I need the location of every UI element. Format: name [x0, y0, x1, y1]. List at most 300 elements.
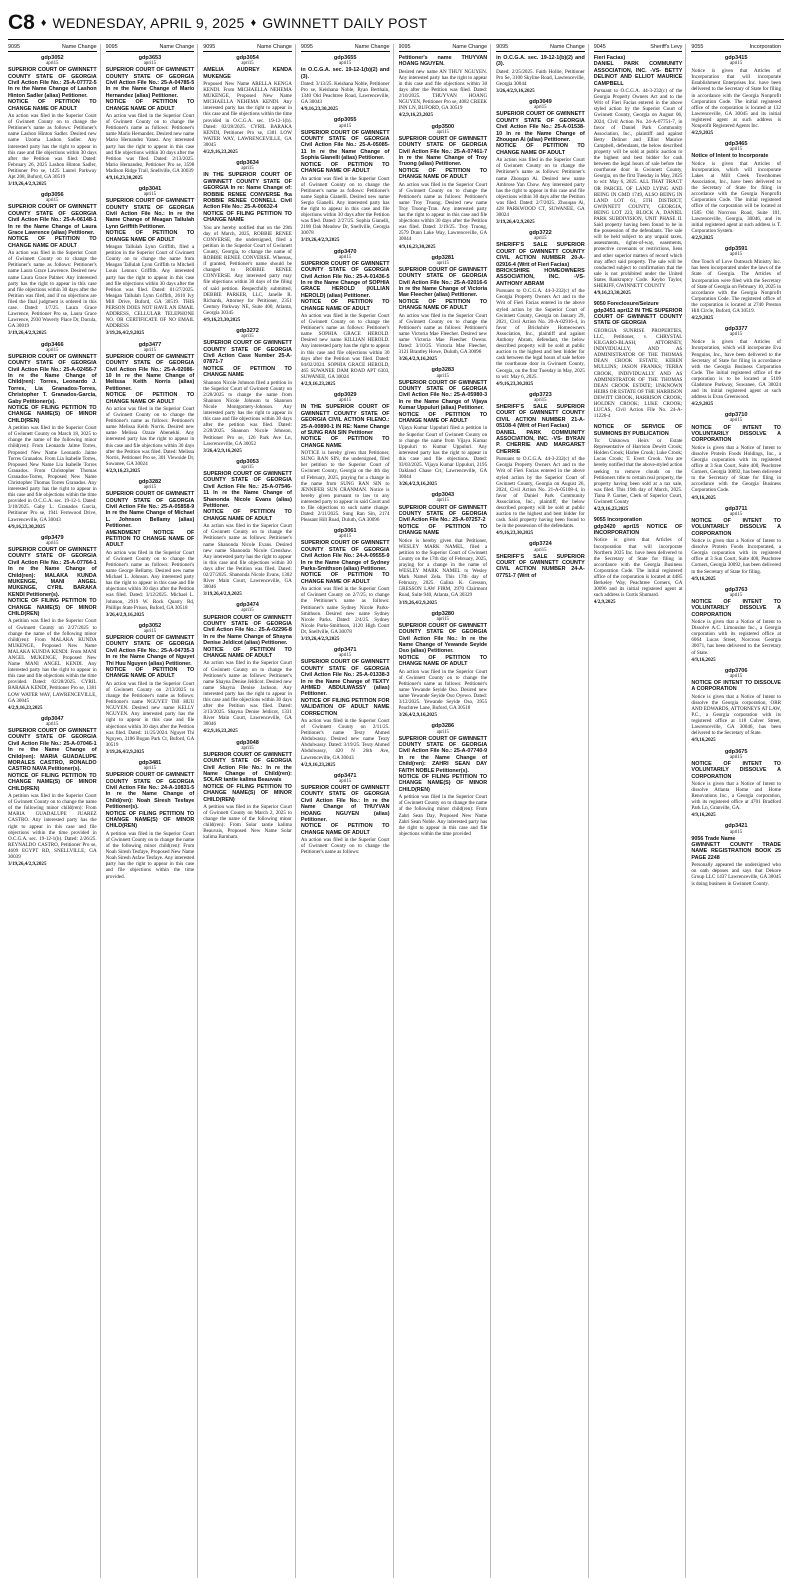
notice-heading: SUPERIOR COURT OF GWINNETT COUNTY STATE OF GEORGIA Civil Action File No.: 25-A-06148-1 In re the Name Change of Laura Grace Lawrence (alias) Petitioner. [8, 204, 97, 236]
category-code: 9095 [8, 44, 20, 50]
notice-run-code: apri15 [436, 129, 449, 135]
notice-run-dates: 4/2,9,16,23,2025 [8, 704, 43, 711]
legal-notice [691, 141, 781, 241]
notice-id: gdp3471 [333, 647, 357, 654]
category-code: 9095 [496, 44, 509, 50]
notice-title: NOTICE OF PETITION TO CHANGE NAME OF ADULT [105, 392, 195, 405]
notice-id: gdp3047 [40, 715, 64, 722]
legal-notice [399, 55, 488, 119]
notice-run-dates: 3/26,4/2,9,16,2025 [398, 712, 437, 719]
notice-heading: SUPERIOR COURT OF GWINNETT COUNTY STATE OF GEORGIA Civil Action Case Number 25-A-07871-7 [203, 340, 292, 366]
notice-title: NOTICE OF PETITION TO CHANGE NAME OF ADULT [203, 646, 292, 659]
notice-body: Notice is given that a Notice of Intent to dissolve the Georgia corporation, ORR AND EDWARDS, ATTORNEYS AT LAW, P.C., a Georgia corporation with its registered office at 118 Culver Street, Lawrenceville, GA 30046, has been delivered to the Secretary of State. [691, 693, 781, 737]
notice-id: gdp3675 [724, 748, 748, 755]
notice-run-dates: 3/26,4/2,9,16,2025 [203, 447, 242, 454]
legal-notice [203, 328, 292, 454]
notice-title: GWINNETT COUNTY TRADE NAME REGISTRATION BOOK 25 PAGE 2248 [691, 842, 781, 861]
notice-run-dates: 4/9,16,23,30,2025 [300, 106, 338, 113]
notice-heading: 9055 Incorporation [593, 517, 642, 524]
notice-run-code: apri15 [730, 511, 743, 517]
notice-body: Meagan Tallulah Lynn Griffith, filed a petition in the Superior Court of Gwinnett County on to change the name from Meagan Tallulah Lynn Griffith to Mitchell Louis Lennox Griffith. Any interested party has the right to appear in this case and file objections within 30 days after the Petition was filed. Dated: 01/27/2025. Meagan Tallulah Lynn Griffith, 2610 Ivy Mill Drive, Buford, GA 30519. THIS PERSON DOES NOT HAVE AN EMAIL ADDRESS, CELLULAR TELEPHONE NO. OR CERTIFICATE OF NO EMAIL ADDRESS [105, 244, 195, 330]
notice-run-dates: 3/19,26,4/2,9,2025 [496, 219, 535, 226]
notice-run-dates: 4/9,16,23,30,2025 [593, 290, 631, 297]
notice-column [301, 44, 394, 1578]
notice-body: Notice is given that Articles of Incorporation, which will incorporate Eva Penguins, Inc., have been delivered to the Secretary of State for filing in accordance with the Georgia Business Corporation Code. The initial registered office of the corporation is to be located at 5109 Gladstone Parkway, Suwanee, GA 30024 and its initial registered agent at such address is Evan Greenwood. [691, 339, 781, 401]
notice-title: NOTICE OF PETITION TO CHANGE NAME OF ADULT [496, 143, 585, 156]
notice-title: NOTICE OF PETITION TO CHANGE NAME OF ADULT [300, 823, 390, 836]
notice-title: NOTICE OF PETITION TO CHANGE NAME [203, 365, 292, 379]
notice-title: NOTICE OF PETITION TO CHANGE NAME OF ADULT [398, 654, 488, 668]
notice-title: NOTICE OF FILING PETITION TO CHANGE NAME(S) OF MINOR CHILD(REN) [398, 774, 488, 793]
legal-notice [203, 459, 292, 598]
notice-run-code: apri15 [241, 61, 254, 67]
notice-id: gdp3466 [40, 341, 64, 348]
notice-heading: SUPERIOR COURT OF GWINNETT COUNTY STATE OF GEORGIA Civil Action File No.: 25-A-01538-10 In re the Name Change of Zhouqan Ai (alias) Petitioner. [496, 111, 585, 143]
notice-run-code: apri15 [241, 166, 254, 172]
notice-run-code: apri15 [241, 608, 254, 614]
legal-notice [496, 541, 585, 579]
notice-heading: SUPERIOR COURT OF GWINNETT COUNTY STATE OF GEORGIA Civil Action File No.: 25-A-05980-3 In re the Name Change of Vijaya Kumar Uppuluri (alias) Petitioner. [398, 379, 488, 412]
notice-title: NOTICE OF PETITION TO CHANGE NAME OF ADULT [398, 298, 488, 312]
notice-column [8, 44, 101, 1578]
issue-date: WEDNESDAY, APRIL 9, 2025 [52, 14, 245, 31]
legal-notice [301, 773, 390, 856]
notice-body: An action was filed in the Superior Court of Gwinnett County on to change the Petitioner's name as follows: Petitioner's name Lashon Hinton Sadler. Desired new name Uzoma Lashon Sadler. Any interested party has the right to appear in this case and file objections within 30 days after the Petition was filed. Dated: February 26, 2025 Lashon Hinton Sadler, Petitioner Pro se, 1425 Laurel Parkway Apt 208, Buford, GA 30519 [8, 113, 97, 180]
category-label: Sheriff's Levy [650, 44, 683, 50]
notice-id: gdp3272 [236, 328, 259, 335]
legal-notice [106, 55, 195, 181]
notice-run-code: apri15 [339, 778, 352, 784]
notice-heading: SUPERIOR COURT OF GWINNETT COUNTY STATE OF GEORGIA Civil Action File No.: 25-A-07764-1 In re the Name Change of Child(ren): MALAKA KUNDA MUKENGE, MANI ANGEL MUKENGE, CYRIL BARAKA KENDI Petitioner(s). [8, 546, 97, 598]
notice-body: Notice is given that a Notice of Intent to Dissolve A.C. Limousine Inc., a Georgia corporation with its registered office at 6064 Lucas Street, Norcross Georgia 30071, has been delivered to the Secretary of State. [691, 619, 781, 656]
notice-run-dates: 4/9,16,23,30,2025 [8, 523, 46, 530]
notice-run-dates: 4/2,9,2025 [691, 401, 714, 408]
notice-run-code: apri15 [730, 829, 743, 835]
legal-notice [301, 392, 390, 523]
notice-run-dates: 4/2,9,16,23,2025 [105, 467, 141, 474]
notice-heading: SHERIFF'S SALE SUPERIOR COURT OF GWINNETT COUNTY CIVIL ACTION NUMBER 20-A-02916-4 (Writ of Fieri Facias) [496, 242, 585, 268]
notice-title: NOTICE OF FILING PETITION TO CHANGE NAME(S) OF MINOR CHILD(REN) [8, 598, 97, 617]
legal-notice [106, 186, 195, 336]
notice-run-code: apri15 [730, 592, 743, 598]
notice-heading: SUPERIOR COURT OF GWINNETT COUNTY STATE OF GEORGIA Civil Action File No.: 25-A-07046-1 In re the Name Change of Child(ren): MARIA GUADALUPE MORALES CASTRO, RONALDO CASTRO NAVA Petitioner(s). [8, 728, 97, 773]
category-label: Name Change [257, 44, 292, 50]
notice-column [594, 44, 687, 1578]
notice-title: DANIEL PARK COMMUNITY ASSOCIATION, INC. -VS- BYRAN P. CHERRIE AND MARGARET CHERRIE [496, 429, 585, 455]
legal-notice [106, 760, 195, 880]
category-code: 9095 [300, 44, 313, 50]
notice-heading: SUPERIOR COURT OF GWINNETT COUNTY STATE OF GEORGIA Civil Action File No.: 25-A-02016-6 In re the Name Change of Victoria Mae Fleecher (alias) Petitioner. [398, 266, 488, 299]
notice-body: Notice is hereby given that Petitioner, WESLEY MARK NAMEL, filed a petition to the Superior Court of Gwinnett County on the 17th day of February, 2025, praying for a change in the name of WESLEY MARK NAMEL to Wesley Mark Namel Zela. This 17th day of February, 2025. Galina K. Gresson, GRESSON LAW FIRM, 2970 Clairmont Road, Suite 940, Atlanta, GA 30329 [398, 537, 488, 599]
notice-body: Pursuant to O.C.G.A. 44-3-232(c) of the Georgia Property Owners Act and to the Writ of Fieri Facias entered in the above styled action by the Superior Court of Gwinnett County, Georgia on August 26, 2024, Civil Action No. 21-A-05108-4, in favor of Daniel Park Community Association, Inc., plaintiff, the below described property will be sold at public auction to the highest and best bidder for cash. Said property having been found to be in the possession of the defendants. [496, 456, 585, 530]
notice-id: gdp3763 [724, 586, 748, 593]
legal-notice [594, 301, 683, 419]
notice-id: gdp3043 [431, 492, 455, 499]
notice-heading: SUPERIOR COURT OF GWINNETT COUNTY STATE OF GEORGIA Civil Action File No.: 25-A-07546-11 In re the Name Change of Shanonda Nicole Evans (alias) Petitioner. [203, 471, 292, 510]
notice-heading: SUPERIOR COURT OF GWINNETT COUNTY STATE OF GEORGIA Civil Action File No.: 25-A-07461-7 In re the Name Change of Troy Truong (alias) Petitioner. [398, 135, 488, 168]
column-header [8, 44, 97, 52]
column-header [203, 44, 292, 52]
notice-run-code: apri15 [46, 721, 59, 727]
category-label: Name Change [452, 44, 488, 50]
notice-run-dates: 4/9,16,23,30,2025 [398, 243, 436, 250]
notice-run-code: apri15 [143, 766, 157, 772]
notice-heading: SUPERIOR COURT OF GWINNETT COUNTY STATE OF GEORGIA Civil Action File No.: 25-A-07772-5 In re the Name Change of Lashon Hinton Sadler (alias) Petitioner. [8, 67, 97, 99]
legal-notice [691, 412, 781, 500]
notice-run-dates: 3/19,26,4/2,9,2025 [105, 748, 145, 755]
notice-heading: IN THE SUPERIOR COURT OF GWINNETT COUNTY STATE OF GEORGIA CIVIL ACTION FILENO.: 25-A-00890-1 IN RE: Name Change of SUNG RAN SIN Petitioner [300, 404, 390, 436]
legal-notice [203, 55, 292, 155]
legal-notice [301, 117, 390, 243]
notice-id: gdp3723 [529, 391, 552, 398]
notice-run-code: apri15 [730, 754, 743, 760]
notice-id: gdp3710 [724, 412, 748, 419]
notice-body: To: Unknown Heirs or Estate Representative of Harrison Dewitt Crook; Holden Crook; Harlee Crook; Luke Crook; Lucas Crook; T. Evert Crook. You are hereby notified that the above-styled action seeking to remove clouds on the Petitioners title to certain real property, the property having been sold at a tax sale, was filed. This 19th day of March, 2025. Tiana P. Garner, Clerk of Superior Court, Gwinnett County [593, 438, 683, 505]
category-code: 9095 [398, 44, 411, 50]
notice-body: Dated: 2/25/2025. Faith Hollie, Petitioner Pro Se, 3100 Skyline Road, Lawrenceville, Georgia 30044 [496, 68, 585, 87]
notice-id: gdp3282 [138, 478, 162, 485]
legal-notice [399, 367, 488, 487]
notice-body: Vijaya Kumar Uppuluri filed a petition in the Superior Court of Gwinnett County on to change the name from Vijaya Kumar Uppuluri to Kumar Uppuluri. Any interested party has the right to appear in this case and file objections. Dated: 03/03/2025. Vijaya Kumar Uppuluri, 2195 Oakland Chase Crt, Lawrenceville, GA 30044 [398, 425, 488, 481]
notice-run-dates: 4/9,16,2025 [691, 575, 716, 582]
notice-id: gdp3280 [431, 610, 455, 617]
category-code: 9095 [105, 44, 118, 50]
legal-notice [691, 823, 781, 886]
notice-run-code: apri15 [46, 198, 59, 204]
category-code: 9045 [593, 44, 606, 50]
notice-run-code: apri15 [46, 347, 59, 353]
notice-title: DANIEL PARK COMMUNITY ASSOCIATION, INC. -VS- BETTY DELINOT AND ELLIOT MAURICE CAMPBELL [593, 61, 683, 87]
notice-title: NOTICE OF INTENT TO DISSOLVE A CORPORATION [691, 679, 781, 693]
notice-title: NOTICE OF INTENT TO VOLUNTARILY DISSOLVE A CORPORATION [691, 517, 781, 537]
notice-run-code: apri15 [534, 105, 547, 111]
notice-run-code: apri15 [143, 485, 157, 491]
legal-notice [8, 716, 97, 867]
notice-body: An action was filed in the Superior Court of Gwinnett County on to change the Petitioner's name as follows: Petitioner's name Yewande Seyide Oso. Desired new name Yewande Seyide Oso Oyewo. Dated: 3/12/2025. Yewande Seyide Oso, 3955 Peachtree Lane, Buford, GA 30518 [398, 668, 488, 712]
notice-heading: SUPERIOR COURT OF GWINNETT COUNTY STATE OF GEORGIA Civil Action File No.: 25-A-02456-7 In re the Name Change of Child(ren): Torres, Leonardo J. Torres, Lia Granados-Torres, Christopher T. Granados-Garcia, Gaby Petitioner(s). [8, 353, 97, 405]
notice-body: Pursuant to O.C.G.A. 44-3-232(c) of the Georgia Property Owners Act and to the Writ of Fieri Facias entered in the above styled action by the Superior Court of Gwinnett County, Georgia on August 06, 2024, Civil Action No. 24-A-07751-7, in favor of Daniel Park Community Association, Inc., plaintiff and against Betty Delinot and Elliot Maurice Campbell, defendants, the below described property will be sold at public auction to the highest and best bidder for cash between the legal hours of sale before the courthouse door in Gwinnett County, Georgia, on the first Tuesday in May, 2025 to wit: May 6, 2025. ALL THAT TRACT OR PARCEL OF LAND LYING AND BEING IN GMD 1749, ALSO BEING IN LAND LOT 61, 5TH DISTRICT, GWINNETT COUNTY, GEORGIA, BEING LOT 223, BLOCK A, DANIEL PARK SUBDIVISION, UNIT PHASE II. Said property having been found to be in the possession of the defendants. The sale will be held subject to any unpaid taxes, assessments, rights-of-way, easements, protective covenants or restrictions, liens and other superior matters of record which may affect said property. The sale will be conducted subject to confirmation that the sale is not prohibited under the United States Bankruptcy Code. Keybo Taylor, SHERIFF, GWINNETT COUNTY [593, 88, 683, 290]
column-header [301, 44, 390, 52]
notice-body: An action was filed in the Superior Court of Gwinnett County on 2/11/25. Petitioner's name Texty Ahmed Abdulwassy. Desired new name Texty Abdulwassy. Dated: 3/19/25. Texty Ahmed Abdulwassy, 420 N 26th Ave, Lawrenceville, GA 30043 [300, 717, 390, 761]
legal-notice [106, 623, 195, 755]
category-label: Incorporation [749, 44, 781, 50]
notice-id: gdp3465 [724, 141, 748, 148]
page-number: C8 [8, 10, 35, 34]
notice-title: NOTICE OF PETITION TO CHANGE NAME OF ADULT [300, 572, 390, 585]
notice-id: gdp3477 [138, 341, 162, 348]
notice-title: NOTICE OF PETITION TO CHANGE NAME [300, 436, 390, 449]
notice-run-code: apri15 [534, 547, 547, 553]
legal-notice [399, 492, 488, 605]
notice-run-code: apri15 [339, 123, 352, 129]
notice-id: gdp3481 [138, 760, 162, 766]
notice-run-dates: 4/2,9,16,23,2025 [300, 381, 336, 387]
notice-id: gdp3041 [138, 186, 162, 193]
notice-id: gdp3471 [333, 772, 357, 779]
notice-id: gdp3500 [431, 123, 455, 130]
notice-body: An action was filed in the Superior Court of Gwinnett County on to change the Petitioner's name as follows: Petitioner's name Victoria Mae Fleecher. Desired new name Victoria Mae Fleecher Owens. Dated: 3/10/25. Victoria Mae Fleecher, 3121 Brantley Howe, Duluth, GA 30096 [398, 312, 488, 356]
notice-body: An action was filed in the Superior Court of Gwinnett County on to change the Petitioner's name as follows: Petitioner's name Zhouqan Ai. Desired new name Ambrose Yan Chow. Any interested party has the right to appear in this case and file objections within 30 days after the Petition was filed. Dated: 2/7/2025. Zhouqan Ai, 428 PARKWOOD CT, SUWANEE, GA 30024 [496, 157, 585, 219]
notice-body: NOTICE is hereby given that Petitioner, SUNG RAN SIN, the undersigned, filed her petition to the Superior Court of Gwinnett County, Georgia on the 4th day of February, 2025, praying for a change in the name from SUNG RAN SIN to JENNIFER SUN CRANMAN. Notice is hereby given pursuant to law to any interested party to appear in said Court and to file objections to such name change. Dated: 2/11/2025. Sung Ran Sin, 2174 Pleasant Hill Road, Duluth, GA 30096 [300, 450, 390, 524]
notice-run-code: apri15 [730, 147, 743, 153]
notice-heading: SHERIFF'S SALE SUPERIOR COURT OF GWINNETT COUNTY CIVIL ACTION NUMBER 24-A-07751-7 (Writ of [496, 553, 585, 579]
notice-run-dates: 3/26,4/2,9,16,2025 [398, 481, 437, 488]
notice-id: gdp3706 [724, 667, 748, 674]
notice-heading: SUPERIOR COURT OF GWINNETT COUNTY STATE OF GEORGIA Civil Action File No.: In re the Name Change of Child(ren): SOLAR tantie kalima Beauvais [203, 751, 292, 784]
notice-title: NOTICE OF INTENT TO VOLUNTARILY DISSOLVE A CORPORATION [691, 760, 781, 780]
notice-id: gdp3421 [724, 823, 748, 830]
notice-run-code: apri15 [339, 534, 352, 540]
notice-heading: 9056 Trade Name [691, 835, 736, 842]
notice-run-dates: 3/26,4/2,9,16,2025 [496, 88, 535, 95]
notice-run-dates: 3/19,26,4/2,9,2025 [398, 599, 437, 606]
notice-title: NOTICE OF FILING PETITION TO CHANGE NAME(S) OF MINOR CHILD(REN) [203, 783, 292, 803]
notice-id: gdp3052 [40, 55, 64, 61]
notice-id: gdp3724 [529, 541, 552, 548]
legal-notice [106, 479, 195, 618]
notice-body: An action was filed in the Superior Court of Gwinnett County on to change the Petitioner's name as follows: Petitioner's name Melissa Keith Norris. Desired new name Melissa Ozaze Abenekhi. Any interested party has the right to appear in this case and file objections within 30 days after the Petition was filed. Dated: Melissa Norris, Petitioner Pro se, 301 Viewside Dr, Suwanee, GA 30024 [105, 405, 195, 467]
notice-run-code: apri15 [730, 252, 743, 258]
column-header [399, 44, 488, 52]
notice-run-dates: 3/26,4/2,9,16,2025 [105, 611, 145, 618]
notice-run-code: apri15 [730, 673, 743, 679]
legal-notice [8, 192, 97, 336]
notice-id: gdp3655 [333, 55, 357, 61]
notice-run-code: apri15 [143, 628, 157, 634]
legal-notice [691, 506, 781, 582]
notice-run-dates: 4/9,16,23,30,2025 [203, 316, 241, 323]
notice-heading: Fieri Facias) [593, 55, 626, 61]
notice-id: gdp3055 [333, 117, 357, 124]
notice-title: gdp3420 apri15 NOTICE OF INCORPORATION [593, 523, 683, 536]
category-code: 9095 [203, 44, 216, 50]
notice-body: A petition was filed in the Superior Court of Gwinnett County on 2/27/2025 to change the name of the following minor child(ren): From MALAKA KUNDA MUKENGE, Proposed New Name MALAKA KUNDA KENDI. From MANI ANGEL MUKENGE, Proposed New Name MANI ANGEL KENDI. Any interested party has the right to appear in this case and file objections within the time provided. Dated: 02/28/2025. CYRIL BARAKA KENDI, Petitioner Pro se, 1381 LOW WATER WAY, LAWRENCEVILLE, GA 30045 [8, 618, 97, 704]
column-header [594, 44, 683, 52]
notice-run-code: apri15 [534, 236, 547, 242]
notice-run-code: apri15 [143, 192, 157, 198]
notice-body: A petition was filed in the Superior Court of Gwinnett County on March 2, 2025 to change the name of the following minor child(ren): From Solar tantie kalima Beauvais, Proposed New Name Solar kalima Barnham. [203, 803, 292, 841]
legal-notice [691, 668, 781, 744]
masthead [8, 6, 784, 40]
notice-body: Pursuant to O.C.G.A. 44-3-232(c) of the Georgia Property Owners Act and to the Writ of Fieri Facias entered in the above styled action by the Superior Court of Gwinnett County, Georgia on January 29, 2021, Civil Action No. 20-A-02916-4, in favor of Brickshire Homeowners Association, Inc., plaintiff and against Anthony Abram, defendant, the below described property will be sold at public auction to the highest and best bidder for cash between the legal hours of sale before the courthouse door in Gwinnett County, Georgia, on the first Tuesday in May, 2025 to wit: May 6, 2025. [496, 288, 585, 380]
notice-id: gdp3479 [40, 534, 64, 541]
legal-notice [203, 160, 292, 323]
notice-heading: SHERIFF'S SALE SUPERIOR COURT OF GWINNETT COUNTY CIVIL ACTION NUMBER 21-A-05108-4 (Writ of Fieri Facias) [496, 403, 585, 430]
legal-notice [301, 55, 390, 112]
legal-notice [594, 55, 683, 296]
notice-id: gdp3029 [333, 392, 357, 399]
notice-run-code: apri15 [730, 61, 743, 67]
notice-run-dates: 4/2,9,2025 [691, 130, 714, 137]
notice-run-code: apri15 [143, 347, 157, 353]
notice-column [496, 44, 589, 1578]
notice-id: gdp3377 [724, 326, 748, 333]
notice-title: NOTICE OF INTENT TO VOLUNTARILY DISSOLVE A CORPORATION [691, 598, 781, 618]
notice-body: An action was filed in the Superior Court of Gwinnett County on to change the Petitioner's name as follows: Petitioner's name Sophia Gianelli. Desired new name Sergio Gianelli. Any interested party has the right to appear in this case and file objections within 30 days after the Petition was filed. Dated: 2/27/25. Sophia Gianelli, 2180 Oak Meadow Dr, Snellville, Georgia 30078 [300, 175, 390, 237]
notice-title: NOTICE OF PETITION TO CHANGE NAME OF ADULT [8, 236, 97, 249]
notice-run-code: apri15 [241, 745, 254, 751]
notice-heading: 9050 Foreclosure/Seizure [593, 301, 659, 308]
notice-body: A petition was filed in the Superior Court of Gwinnett County on to change the name of the following minor child(ren): From Zahri Sean Day, Proposed New Name Zahri Sean Noble. Any interested party has the right to appear in this case and file objections within the time provided [398, 794, 488, 837]
notice-title: BRICKSHIRE HOMEOWNERS ASSOCIATION, INC. -VS- ANTHONY ABRAM [496, 268, 585, 287]
notice-title: NOTICE OF PETITION TO CHANGE NAME OF ADULT [203, 509, 292, 522]
notice-run-dates: 3/19,26,4/2,9,2025 [300, 636, 340, 643]
notice-heading: NOTICE OF SERVICE OF SUMMONS BY PUBLICATION [593, 424, 683, 437]
category-label: Name Change [159, 44, 195, 50]
notice-run-code: apri15 [436, 729, 449, 735]
notice-run-code: apri15 [436, 373, 449, 379]
category-code: 9055 [691, 44, 704, 50]
notice-run-code: apri15 [730, 332, 743, 338]
notice-heading: AMELIA AUDREY KENDA MUKENGE [203, 67, 292, 80]
notice-heading: SUPERIOR COURT OF GWINNETT COUNTY STATE OF GEORGIA Civil Action File No.: 25-A-05858-9 In re the Name Change of Michael L. Johnson Bellamy (alias) Petitioner. [105, 491, 195, 530]
notice-title: NOTICE OF PETITION TO CHANGE NAME OF ADULT [300, 161, 390, 175]
legal-notice [496, 230, 585, 387]
notice-run-dates: 4/9,16,23,30,2025 [105, 174, 143, 181]
notice-body: A petition was filed in the Superior Court of Gwinnett County on to change the name of the following minor child(ren): From MARIA GUADALUPE JUAREZ CASTRO. Any interested party has the right to appear in this case and file objections within the time provided in O.C.G.A. sec. 19-12-1(b). Dated: 2/26/25. REYNALDO CASTRO, Petitioner Pro se, 4609 EGYPT RD, SNELLVILLE, GA 30039 [8, 793, 97, 860]
notice-body: Notice is given that a Notice of Intent to dissolve Atlanta Home and Home Renovations Inc., a Georgia corporation, with its registered office at 4701 Bradford Park Ln, Granville, GA. [691, 780, 781, 812]
notice-body: An action was filed in the Superior Court of Gwinnett County on to change the Petitioner's name as follows: Petitioner's name Shayna Denise Jeldicot. Desired new name Shayna Denise Jackson. Any interested party has the right to appear in this case and file objections within 30 days after the Petition was filed. Dated: 3/13/2025. Shayna Denise Jeldicot, 1331 River Main Court, Lawrenceville, GA 30046 [203, 660, 292, 728]
notice-body: Notice is given that Articles of Incorporation, which will incorporate Lakes at Mill Creek Townhomes Association, Inc., have been delivered to the Secretary of State for filing in accordance with the Georgia Nonprofit Corporation Code. The initial registered office of the corporation will be located at 1585 Old Norcross Road, Suite 101, Lawrenceville, Georgia, 30046, and its initial registered agent at such address is T. Corporation System. [691, 160, 781, 234]
notice-run-code: apri15 [241, 464, 254, 470]
notice-title: NOTICE OF FILING PETITION TO CHANGE NAME(S) OF MINOR CHILD(REN) [8, 404, 97, 424]
notice-heading: in O.C.G.A. sec. 19-12-1(b)(2) and (3). [300, 67, 390, 80]
legal-notice [8, 535, 97, 711]
notice-run-code: apri15 [46, 61, 59, 67]
notice-run-code: apri15 [339, 254, 352, 260]
legal-notice [399, 611, 488, 719]
notice-run-dates: 4/9,16,23,30,2025 [496, 380, 534, 387]
notice-body: A petition was filed in the Superior Court of Gwinnett County on March 18, 2025 to change the name of the following minor child(ren): From Leonardo Jaime Torres, Proposed New Name Leonardo Jaime Torres Granados. From Lia Isabelle Torres, Proposed New Name Lia Isabelle Torres Granados. From Christopher Thomas Granados-Torres, Proposed New Name Christopher Thomas Torres Granados. Any interested party has the right to appear in this case and file objections within the time provided in O.C.G.A. sec. 19-12-1. Dated: 3/18/2025. Gaby L. Granados Garcia, Petitioner Pro se, 1941 Fernwood Drive, Lawrenceville, GA 30043 [8, 425, 97, 523]
notice-column [399, 44, 492, 1578]
notice-id: gdp3722 [529, 230, 552, 237]
legal-notice [496, 55, 585, 94]
legal-notice [301, 647, 390, 768]
legal-notice [496, 392, 585, 537]
notice-heading: Petitioner's name THUYVAN HOANG NGUYEN. [398, 55, 488, 68]
legal-notice [399, 255, 488, 363]
category-label: Name Change [549, 44, 585, 50]
notice-heading: SUPERIOR COURT OF GWINNETT COUNTY STATE OF GEORGIA Civil Action File No.: In re the Name Change of THUYVAN HOANG NGUYEN (alias) Petitioner. [300, 784, 390, 823]
notice-id: gdp3653 [138, 55, 162, 61]
notice-body: Notice is given that Articles of Incorporation that will incorporate Northern 2025 Inc. have been delivered to the Secretary of State for filing in accordance with the Georgia Business Corporation Code. The initial registered office of the corporation is located at 4485 Berkeley Way, Peachtree Corners, GA 30096 and its initial registered agent at such address is Curtis Shumard. [593, 537, 683, 599]
notice-title: NOTICE OF PETITION TO CHANGE NAME OF ADULT [300, 299, 390, 312]
notice-title: Notice of Intent to Incorporate [691, 153, 769, 160]
notice-body: A petition was filed in the Superior Court of Gwinnett County on to change the name of the following minor child(ren): From Noah Siresh Tesfaye, Proposed New Name Noah Siresh Asfaw Tesfaye. Any interested party has the right to appear in this case and file objections within the time provided. [105, 830, 195, 880]
notice-heading: SUPERIOR COURT OF GWINNETT COUNTY STATE OF GEORGIA Civil Action File No.: In re the Name Change of Meagan Tallulah Lynn Griffith Petitioner. [105, 198, 195, 230]
notice-body: An action was filed in the Superior Court of Gwinnett County on to change the Petitioner's name as follows: Petitioner's name Mario Hernandez. Desired new name Mario Hernandez Yanez. Any interested party has the right to appear in this case and file objections within 30 days after the Petition was filed. Dated: 2/13/2025. Mario Hernandez, Petitioner Pro se, 3598 Madison Ridge Trail, Snellville, GA 30039 [105, 113, 195, 174]
legal-notice [691, 326, 781, 407]
notice-id: gdp3470 [333, 248, 357, 255]
legal-notice [399, 124, 488, 250]
column-header [106, 44, 195, 52]
legal-notice [496, 99, 585, 225]
notice-heading: SUPERIOR COURT OF GWINNETT COUNTY STATE OF GEORGIA Civil Action File No.: 25-A-04735-3 In re the Name Change of Nguyet Thi Huu Nguyen (alias) Petitioner. [105, 635, 195, 667]
notice-run-code: apri15 [339, 653, 352, 659]
notice-heading: SUPERIOR COURT OF GWINNETT COUNTY STATE OF GEORGIA Civil Action File No.: 24-A-09555-9 In re the Name Change of Sydney Parks-Smithson (alias) Petitioner. [300, 540, 390, 573]
notice-body: Dated: 3/13/25. Keishana Noble, Petitioner Pro se, Keishana Noble, Ryan Berthain, 1340 Old Peachtree Road, Lawrenceville, GA 30043 [300, 81, 390, 106]
notice-column [691, 44, 784, 1578]
notice-run-code: apri15 [436, 616, 449, 622]
notice-id: gdp3474 [236, 602, 259, 609]
notice-run-dates: 4/2,9,16,23,2025 [300, 761, 336, 768]
notice-title: NOTICE OF PETITION TO CHANGE NAME OF ADULT [8, 99, 97, 112]
notice-run-code: apri15 [143, 61, 157, 67]
notice-body: GEORGIA SUNRISE PROPERTIES, LLC, Petitioner, v. CHRYSTAL KILGARO-BLASH, ATTORNEY, INDIVIDUALLY, AND AS ADMINISTRATOR OF THE THOMAS DEAN CROOK ESTATE; KEREN MULLINS; JASON FRANKS; TERRA CROOK, INDIVIDUALLY AND AS ADMINISTRATOR OF THE THOMAS DEAN CROOK ESTATE; UNKNOWN HEIRS OR ESTATE OF THE HARRISON DEWITT CROOK, HARRISON CROOK; HOLDEN CROOK; LUKE CROOK; LUCAS, Civil Action File No. 24-A-11226-4 [593, 327, 683, 420]
notice-title: AMENDMENT NOTICE OF PETITION TO CHANGE NAME OF ADULT [105, 529, 195, 549]
notice-id: gdp3415 [724, 55, 748, 61]
notice-title: NOTICE OF PETITION TO CHANGE NAME OF ADULT [398, 411, 488, 425]
diamond-separator: ♦ [40, 16, 47, 29]
notice-title: NOTICE OF PETITION TO CHANGE NAME OF ADULT [105, 99, 195, 112]
legal-notice [106, 342, 195, 474]
notice-id: gdp3054 [236, 55, 259, 61]
notice-body: Personally appeared the undersigned who on oath deposes and says that Dekore Group LLC 1437 Lawrenceville, GA 30045 is doing business in Gwinnett County. [691, 862, 781, 887]
notice-title: NOTICE OF FILING PETITION FOR VALIDATION OF ADULT NAME CORRECTION [300, 697, 390, 717]
notice-heading: SUPERIOR COURT OF GWINNETT COUNTY STATE OF GEORGIA Civil Action File No.: 25-A-02086-10 In re the Name Change of Melissa Keith Norris (alias) Petitioner. [105, 353, 195, 392]
legal-notice [691, 55, 781, 136]
notice-body: An action was filed in the Superior Court of Gwinnett County on to change the Petitioner's name as follows: Petitioner's name SOPHIA GRACE HEROLD. Desired new name KILLIAN HEROLD. Any interested party has the right to appear in this case and file objections within 30 days after the Petition was filed. Dated: 04/02/2024. SOPHIA GRACE HEROLD, 465 SUWANEE DAM ROAD APT 6303, SUWANEE, GA 30024 [300, 312, 390, 380]
notice-run-code: apri15 [436, 498, 449, 504]
notice-run-code: apri15 [241, 334, 254, 340]
notice-id: gdp3056 [40, 192, 64, 199]
notice-heading: IN THE SUPERIOR COURT OF GWINNETT COUNTY STATE OF GEORGIA In re: Name Change of: ROBBIE RENEE CONVERSE fka ROBBIE RENEE CONNELL Civil Action File No.: 25-A-00632-4 [203, 172, 292, 211]
legal-notice [8, 342, 97, 530]
legal-notice [691, 749, 781, 819]
notice-run-dates: 3/19,26,4/2,9,2025 [8, 181, 47, 188]
notice-heading: SUPERIOR COURT OF GWINNETT COUNTY STATE OF GEORGIA Civil Action File No.: 25-A-05085-11 In re the Name Change of Sophia Gianelli (alias) Petitioner. [300, 129, 390, 162]
notice-run-dates: 4/2,9,16,23,2025 [203, 149, 238, 156]
notice-run-dates: 3/19,26,4/2,9,2025 [203, 591, 242, 598]
notice-body: Shannon Nicole Johnson filed a petition in the Superior Court of Gwinnett County on 2/28/2025 to change the name from Shannon Nicole Johnson to Shannon Nicole Montgomery-Johnson. Any interested party has the right to appear in this case and file objections within 30 days after the petition was filed. Dated: 2/28/2025. Shannon Nicole Johnson, Petitioner Pro se, 126 Park Ave Ln, Lawrenceville, GA 30052 [203, 379, 292, 447]
notice-run-code: apri15 [534, 397, 547, 403]
notice-title: NOTICE OF FILING PETITION TO CHANGE NAME(S) OF MINOR CHILD(REN) [105, 810, 195, 830]
legal-notice [203, 602, 292, 734]
notice-body: Notice is given that a Notice of Intent to dissolve Protein Foods Holdings, Inc., a Georgia corporation with its registered office at 3 Sun Court, Suite 400, Peachtree Corners, Georgia 30092, has been delivered to the Secretary of State for filing in accordance with the Georgia Business Corporation Code. [691, 444, 781, 494]
notice-id: gdp3711 [724, 505, 748, 512]
notice-id: gdp3591 [724, 246, 748, 253]
notice-id: gdp3048 [236, 739, 259, 746]
notice-run-dates: 3/26,4/2,9,16,2025 [398, 356, 437, 363]
legal-notice [594, 424, 683, 512]
notice-heading: SUPERIOR COURT OF GWINNETT COUNTY STATE OF GEORGIA Civil Action File No.: 24-A-10831-5 In re the Name Change of Child(ren): Noah Siresh Tesfaye Petitioner(s). [105, 772, 195, 811]
notice-run-dates: 4/2,9,2025 [691, 315, 714, 322]
legal-notice [301, 249, 390, 388]
notice-run-dates: 3/19,26,4/2,9,2025 [8, 861, 47, 868]
notice-heading: SUPERIOR COURT OF GWINNETT COUNTY STATE OF GEORGIA Civil Action File No.: 25-A-01436-5 In re the Name Change of SOPHIA GRACE HEROLD (KILLIAN HEROLD) (alias) Petitioner. [300, 260, 390, 299]
notice-body: Proposed New Name ARELLA KENGA KENDI. From MICHAELLA NEHEMA MUKENGE, Proposed New Name MICHAELLA NEHEMA KENDI. Any interested party has the right to appear in this case and file objections within the time provided in O.C.G.A. sec. 19-12-1(b). Dated: 02/28/2025. CYRIL BARAKA KENDI, Petitioner Pro se, 1381 LOW WATER WAY, LAWRENCEVILLE, GA 30045 [203, 81, 292, 148]
notice-run-dates: 4/9,16,2025 [691, 812, 716, 819]
notice-run-dates: 3/19,26,4/2,9,2025 [105, 330, 145, 337]
notice-id: gdp3634 [236, 160, 259, 167]
notice-body: An action was filed in the Superior Court of Gwinnett County on to change the Petitioner's name as follows: [300, 837, 390, 856]
notice-run-dates: 4/9,16,2025 [691, 737, 716, 744]
notice-body: Notice is given that a Notice of Intent to dissolve Protein Foods Incorporated, a Georgia corporation with its registered office at 3 Sun Court, Suite 400, Peachtree Corners, Georgia 30092, has been delivered to the Secretary of State for filing. [691, 538, 781, 575]
notice-title: NOTICE OF PETITION TO CHANGE NAME OF ADULT [105, 667, 195, 680]
notice-body: An action was filed in the Superior Court of Gwinnett County on to change the Petitioner's name as follows: Petitioner's name Shanonda Nicole Evans. Desired new name Shanonda Nicole Crenshaw. Any interested party has the right to appear in this case and file objections within 30 days after the Petition was filed. Dated: 02/27/2025. Shanonda Nicole Evans, 1302 River Main Court, Lawrenceville, GA 30046 [203, 523, 292, 591]
notice-id: gdp3286 [431, 723, 455, 730]
notice-title: gdp3451 apri12 IN THE SUPERIOR COURT OF GWINNETT COUNTY STATE OF GEORGIA [593, 307, 683, 327]
diamond-separator-2: ♦ [250, 16, 257, 29]
notice-heading: SUPERIOR COURT OF GWINNETT COUNTY STATE OF GEORGIA Civil Action File No.: In re the Name Change of Yewande Seyide Oso (alias) Petitioner. [398, 622, 488, 655]
legal-notice [594, 517, 683, 605]
legal-notice [399, 723, 488, 837]
notice-run-dates: 4/2,9,2025 [691, 234, 714, 241]
notice-run-code: apri15 [436, 260, 449, 266]
notice-run-dates: 4/9,16,23,30,2025 [496, 530, 534, 537]
paper-name: GWINNETT DAILY POST [262, 14, 428, 31]
notice-body: Notice is given that Articles of Incorporation that will incorporate Establishment Enterprises Inc. have been delivered to the Secretary of State for filing in accordance with the Georgia Nonprofit Corporation Code. The initial registered office of the corporation is located at 132 Lawrenceville, GA 30045 and its initial registered agent at such address is Nonprofit Registered Agents Inc. [691, 68, 781, 130]
